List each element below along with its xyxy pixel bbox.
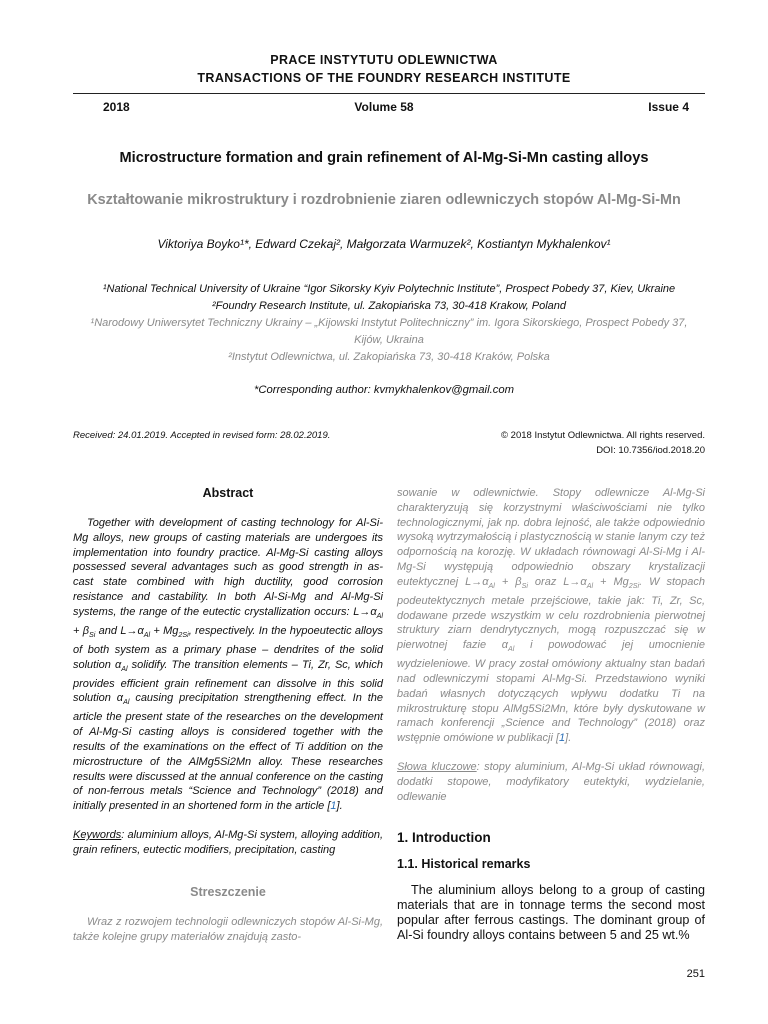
reference-link[interactable]: 1 <box>559 732 566 745</box>
affiliations <box>73 281 705 366</box>
slowa-kluczowe-list: : stopy aluminium, Al-Mg-Si układ równowagi, dodatki stopowe, modyfikatory eutektyki, wydzielanie, odlewanie <box>397 760 705 803</box>
article-title-en: Microstructure formation and grain refinement of Al-Mg-Si-Mn casting alloys <box>119 150 649 166</box>
authors: Viktoriya Boyko¹*, Edward Czekaj², Małgorzata Warmuzek², Kostiantyn Mykhalenkov¹ <box>157 237 611 251</box>
reference-link[interactable]: 1 <box>330 800 337 813</box>
copyright: © 2018 Instytut Odlewnictwa. All rights reserved. <box>501 430 705 441</box>
abstract-text-content: Together with development of casting technology for Al-Si-Mg alloys, new groups of casting materials are undergoes its implementation into foundry practice. Al-Mg-Si casting alloys possessed several advantages such as good strength in as-cast state combined with high ductility, good corrosion resistance and castability. In both Al-Si-Mg and Al-Mg-Si systems, the range of the eutectic crystallization occurs: $L\to\alpha_{Al} + \beta_{Si}$ and $L\to\alpha_{Al} + Mg_{2Si}$, respectively. In the hypoeutectic alloys of both system as a primary phase – dendrites of the solid solution $\alpha_{Al}$ solidify. The transition elements – Ti, Zr, Sc, which provides efficient grain refinement can dissolve in this solid solution $\alpha_{Al}$ causing precipitation strengthening effect. In the article the present state of the researches on the development of Al-Mg-Si casting alloys is considered together with the results of the examinations on the effect of Ti addition on the microstructure of the AlMg5Si2Mn alloy. These researches results were discussed at the annual conference on the casting of non-ferrous metals “Science and Technology” (2018) and initially presented in an shortened form in the article [1]. <box>73 517 384 813</box>
abstract-keywords <box>73 828 383 858</box>
subscript: Al <box>123 698 130 707</box>
left-column <box>73 486 383 945</box>
subscript: 2Si <box>628 581 640 590</box>
subscript: Al <box>488 581 495 590</box>
subscript: Si <box>89 630 96 639</box>
abstract-heading: Abstract <box>202 486 254 500</box>
subscript: Al <box>508 645 515 654</box>
journal-volume: Volume 58 <box>354 100 414 114</box>
keywords-label: Keywords <box>73 828 122 841</box>
journal-name-en: TRANSACTIONS OF THE FOUNDRY RESEARCH INSTITUTE <box>197 71 571 85</box>
slowa-kluczowe-label: Słowa kluczowe <box>397 760 477 773</box>
streszczenie-text-cont <box>397 486 705 746</box>
subscript: 2Si <box>178 630 189 639</box>
affiliation-pl-2: ²Instytut Odlewnictwa, ul. Zakopiańska 73, 30-418 Kraków, Polska <box>228 351 550 363</box>
subscript: Al <box>143 630 151 639</box>
abstract-text <box>73 516 383 814</box>
right-column <box>397 486 705 943</box>
subscript: Al <box>586 581 594 590</box>
doi[interactable]: DOI: 10.7356/iod.2018.20 <box>596 445 705 456</box>
page-number: 251 <box>686 968 705 980</box>
affiliation-en-1: ¹National Technical University of Ukraine “Igor Sikorsky Kyiv Polytechnic Institute”, Prospect Pobedy 37, Kiev, Ukraine <box>102 283 676 295</box>
journal-year: 2018 <box>103 100 130 114</box>
streszczenie-keywords <box>397 760 705 804</box>
corresponding-author: *Corresponding author: kvmykhalenkov@gmail.com <box>253 384 515 396</box>
affiliation-en-2: ²Foundry Research Institute, ul. Zakopiańska 73, 30-418 Krakow, Poland <box>211 300 567 312</box>
streszczenie-text-content: sowanie w odlewnictwie. Stopy odlewnicze Al-Mg-Si charakteryzują się korzystnymi właściwościami nie tylko technologicznymi, jak np. dobra lejność, ale także odpowiednio wysoką wytrzymałością i plastycznością w stanie lanym czy też odpornością na korozję. W układach równowagi Al-Si-Mg i Al-Mg-Si występują odpowiednio obszary krystalizacji eutektycznej $L\to\alpha_{Al} + \beta_{Si}$ oraz $L\to\alpha_{Al} + Mg_{2Si}$. W stopach podeutektycznych metale przejściowe, takie jak: Ti, Zr, Sc, dodawane przede wszystkim w celu rozdrobnienia pierwotnej struktury ziarn dendrytycznych, mogą rozpuszczać się w pierwotnej fazie $\alpha_{Al}$ i powodować jej umocnienie wydzieleniowe. W pracy został omówiony aktualny stan badań nad odlewniczymi stopami Al-Mg-Si. Przedstawiono wyniki badań własnych dotyczących wpływu dodatku Ti na mikrostrukturę stopu AlMg5Si2Mn, które były dyskutowane w ramach konferencji „Science and Technology” (2018) oraz wstępnie omówione w publikacji [1]. <box>397 487 706 745</box>
streszczenie-heading: Streszczenie <box>190 885 266 900</box>
affiliation-pl-1: ¹Narodowy Uniwersytet Techniczny Ukrainy – „Kijowski Instytut Politechniczny” im. Igora Sikorskiego, Prospect Pobedy 37, Kijów, Ukraina <box>90 317 688 346</box>
keywords-list: : aluminium alloys, Al-Mg-Si system, alloying addition, grain refiners, eutectic modifiers, precipitation, casting <box>73 828 383 856</box>
journal-issue: Issue 4 <box>648 100 689 114</box>
streszczenie-text-start: Wraz z rozwojem technologii odlewniczych stopów Al-Si-Mg, także kolejne grupy materiałów znajdują zasto- <box>73 916 383 944</box>
subscript: Al <box>121 664 128 673</box>
header-rule <box>73 93 705 94</box>
subscript: Al <box>376 611 383 620</box>
introduction-text: The aluminium alloys belong to a group of casting materials that are in tonnage terms the second most popular after ferrous castings. The dominant group of Al-Si foundry alloys contains between 5 and 25 wt.% <box>397 883 705 942</box>
article-title-pl: Kształtowanie mikrostruktury i rozdrobnienie ziaren odlewniczych stopów Al-Mg-Si-Mn <box>87 192 681 208</box>
subscript: Si <box>521 581 528 590</box>
received-dates: Received: 24.01.2019. Accepted in revised form: 28.02.2019. <box>73 430 331 441</box>
subsection-historical-remarks: 1.1. Historical remarks <box>397 857 531 872</box>
journal-name-pl: PRACE INSTYTUTU ODLEWNICTWA <box>270 53 498 67</box>
section-introduction: 1. Introduction <box>397 830 491 846</box>
